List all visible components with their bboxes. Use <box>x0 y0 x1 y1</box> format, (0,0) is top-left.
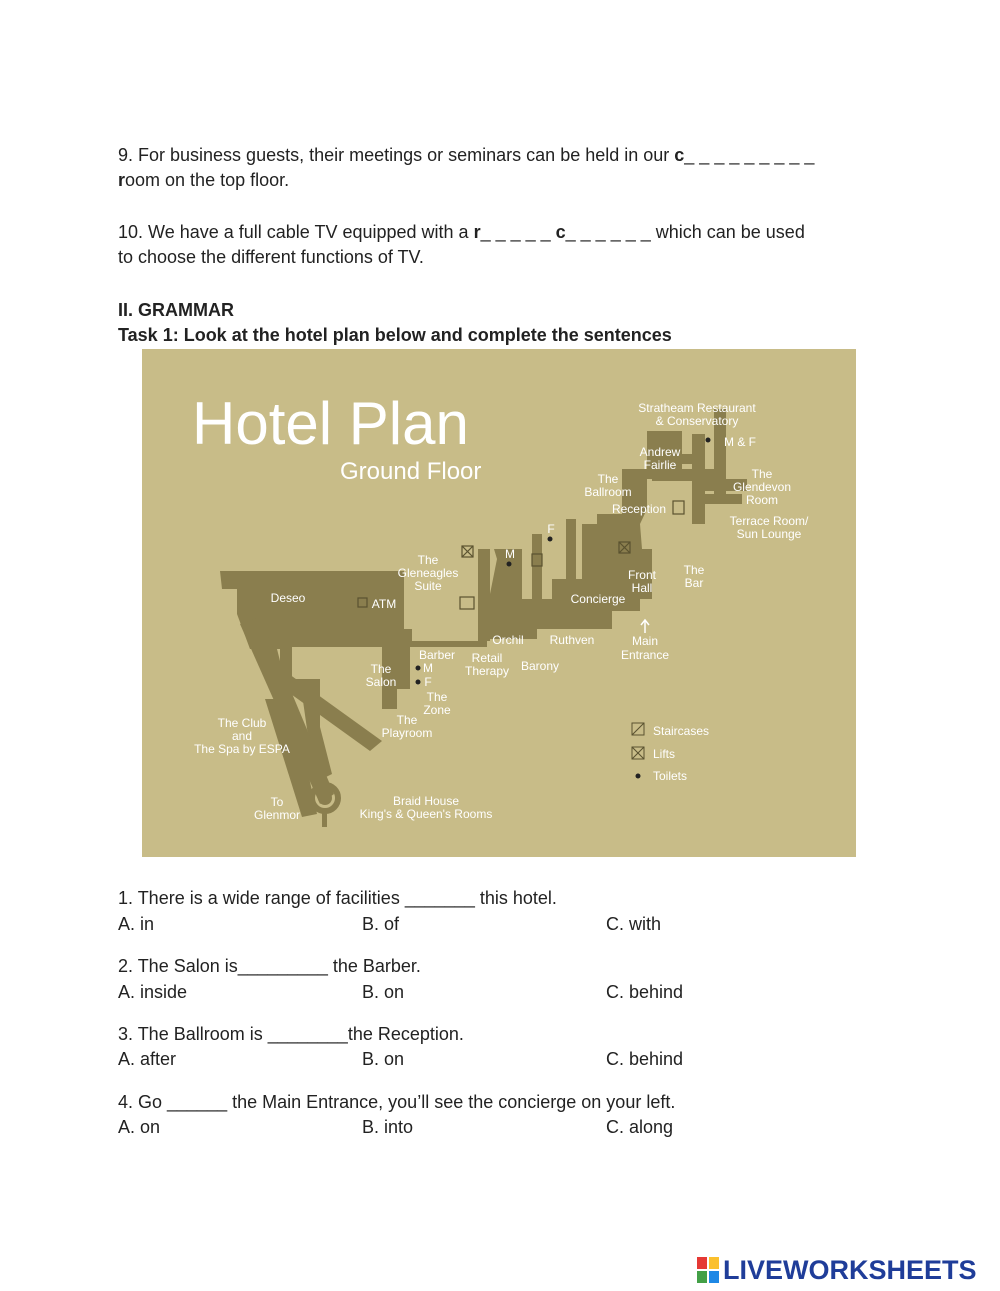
label-andrew-1: Andrew <box>639 445 681 459</box>
toilets-icon <box>636 774 641 779</box>
label-glendevon-2: Glendevon <box>732 480 792 494</box>
label-f-low: F <box>424 675 432 689</box>
option-b[interactable]: B. on <box>362 982 405 1002</box>
label-bar-2: Bar <box>684 576 704 590</box>
q10-letter-c: c <box>555 222 566 242</box>
label-fronthall-2: Hall <box>631 581 653 595</box>
hotel-plan-map <box>142 349 856 857</box>
label-mf-top: M & F <box>724 435 756 449</box>
label-terrace-2: Sun Lounge <box>736 527 802 541</box>
question-stem: 3. The Ballroom is ________the Reception. <box>118 1024 464 1044</box>
question-stem: 4. Go ______ the Main Entrance, you’ll see the concierge on your left. <box>118 1092 676 1112</box>
label-bar-1: The <box>683 563 705 577</box>
option-a[interactable]: A. on <box>118 1117 161 1137</box>
label-andrew-2: Fairlie <box>643 458 677 472</box>
label-atm: ATM <box>371 597 397 611</box>
q10-blank-2[interactable]: _ _ _ _ _ _ <box>565 222 656 242</box>
section-heading: II. GRAMMAR <box>118 300 234 320</box>
label-strathearn-2: & Conservatory <box>655 414 739 428</box>
label-main-2: Entrance <box>620 648 670 662</box>
label-playroom-1: The <box>396 713 418 727</box>
label-salon-2: Salon <box>365 675 397 689</box>
option-c[interactable]: C. behind <box>606 982 684 1002</box>
label-concierge: Concierge <box>570 592 626 606</box>
label-club-1: The Club <box>217 716 267 730</box>
label-strathearn-1: Stratheam Restaurant <box>638 401 756 415</box>
label-zone-1: The <box>426 690 448 704</box>
label-barber: Barber <box>418 648 456 662</box>
map-subtitle: Ground Floor <box>340 458 482 485</box>
q10-blank-1[interactable]: _ _ _ _ _ <box>480 222 556 242</box>
question-10-line1: 10. We have a full cable TV equipped with a r_ _ _ _ _ c_ _ _ _ _ _ which can be used <box>118 222 805 242</box>
task-heading: Task 1: Look at the hotel plan below and complete the sentences <box>118 325 672 345</box>
label-retail-2: Therapy <box>464 664 510 678</box>
option-b[interactable]: B. into <box>362 1117 414 1137</box>
label-glendevon-3: Room <box>745 493 779 507</box>
option-b[interactable]: B. on <box>362 1049 405 1069</box>
liveworksheets-logo-icon <box>697 1257 719 1283</box>
option-a[interactable]: A. inside <box>118 982 188 1002</box>
label-ruthven: Ruthven <box>549 633 595 647</box>
q9-blank-1[interactable]: _ _ _ _ _ _ _ _ _ <box>684 145 815 165</box>
label-ballroom-2: Ballroom <box>584 485 632 499</box>
label-gleneagles-1: The <box>417 553 439 567</box>
option-a[interactable]: A. in <box>118 914 155 934</box>
question-9-line2: room on the top floor. <box>118 170 290 190</box>
legend-staircases: Staircases <box>653 724 710 738</box>
label-playroom-2: Playroom <box>381 726 433 740</box>
label-orchil: Orchil <box>492 633 524 647</box>
question-stem: 1. There is a wide range of facilities _______ this hotel. <box>118 888 557 908</box>
label-glenmor-1: To <box>270 795 284 809</box>
label-reception: Reception <box>611 502 667 516</box>
label-glenmor-2: Glenmor <box>253 808 301 822</box>
label-salon-1: The <box>370 662 392 676</box>
question-10-line2: to choose the different functions of TV. <box>118 247 424 267</box>
label-gleneagles-3: Suite <box>414 579 442 593</box>
option-c[interactable]: C. along <box>606 1117 674 1137</box>
liveworksheets-brand: LIVEWORKSHEETS <box>723 1255 977 1285</box>
legend-toilets: Toilets <box>653 769 688 783</box>
map-title: Hotel Plan <box>192 390 469 457</box>
option-a[interactable]: A. after <box>118 1049 177 1069</box>
label-barony: Barony <box>520 659 560 673</box>
label-fronthall-1: Front <box>627 568 657 582</box>
label-zone-2: Zone <box>423 703 451 717</box>
label-retail-1: Retail <box>471 651 503 665</box>
q9-letter-r: r <box>118 170 126 190</box>
option-c[interactable]: C. behind <box>606 1049 684 1069</box>
label-deseo: Deseo <box>270 591 306 605</box>
label-m-mid: M <box>505 547 515 561</box>
question-stem: 2. The Salon is_________ the Barber. <box>118 956 421 976</box>
label-club-3: The Spa by ESPA <box>194 742 290 756</box>
option-c[interactable]: C. with <box>606 914 662 934</box>
label-f-mid: F <box>547 522 555 536</box>
question-9-line1: 9. For business guests, their meetings or seminars can be held in our c_ _ _ _ _ _ _ _ _ <box>118 145 815 165</box>
label-ballroom-1: The <box>597 472 619 486</box>
label-terrace-1: Terrace Room/ <box>729 514 809 528</box>
label-club-2: and <box>231 729 253 743</box>
label-gleneagles-2: Gleneagles <box>397 566 459 580</box>
label-m-low: M <box>423 661 433 675</box>
label-main-1: Main <box>631 634 659 648</box>
label-braid-2: King's & Queen's Rooms <box>359 807 493 821</box>
label-braid-1: Braid House <box>392 794 460 808</box>
option-b[interactable]: B. of <box>362 914 400 934</box>
q9-letter-c: c <box>674 145 685 165</box>
q10-letter-r: r <box>473 222 481 242</box>
label-glendevon-1: The <box>751 467 773 481</box>
legend-lifts: Lifts <box>653 747 676 761</box>
